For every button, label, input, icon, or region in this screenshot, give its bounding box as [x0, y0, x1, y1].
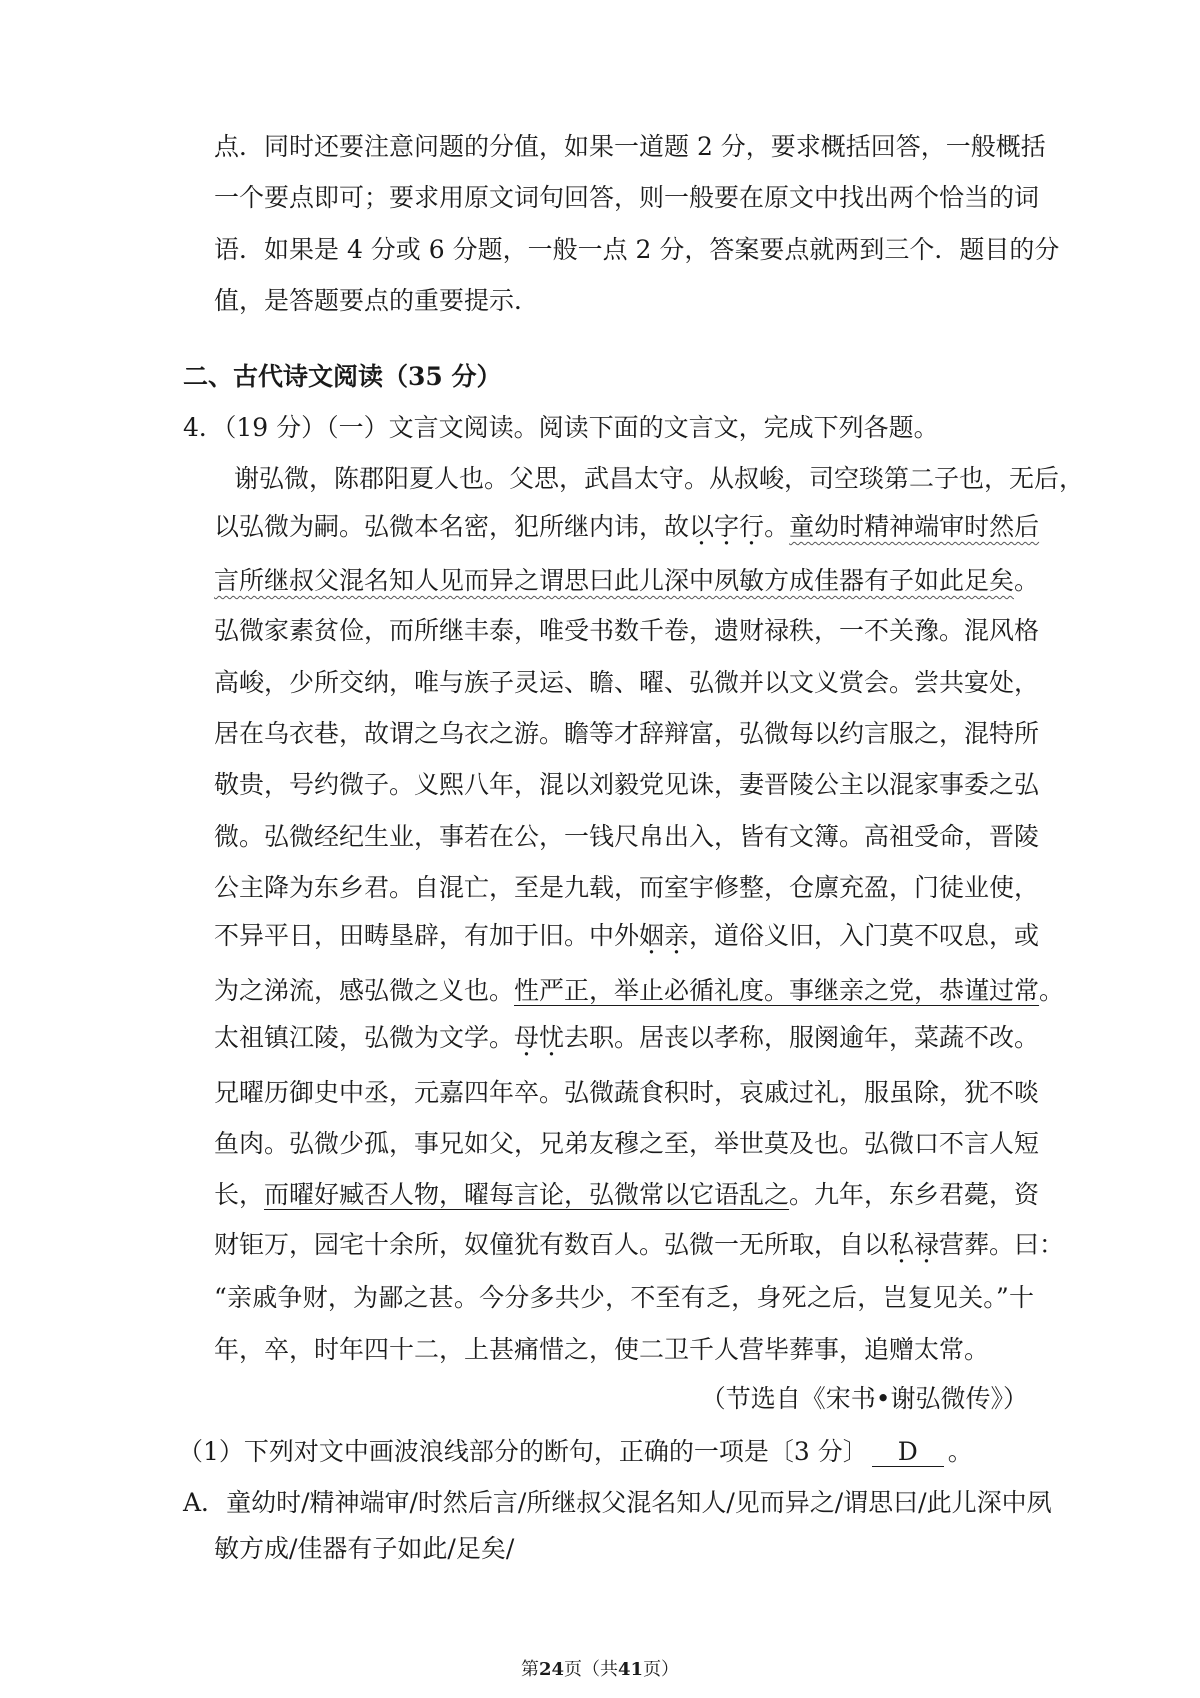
passage-line-5: 高峻，少所交纳，唯与族子灵运、瞻、曜、弘微并以文义赏会。尝共宴处，: [214, 668, 1040, 697]
passage-line-2: [214, 510, 1040, 544]
source-citation: （节选自《宋书•谢弘微传》）: [700, 1384, 1028, 1413]
passage-line-4: 弘微家素贫俭，而所继丰泰，唯受书数千卷，遗财禄秩，一不关豫。混风格: [214, 616, 1040, 645]
option-a-line-1: 童幼时/精神端审/时然后言/所继叔父混名知人/见而异之/谓思曰/此儿深中夙: [226, 1488, 1052, 1517]
section-heading: 二、古代诗文阅读（35 分）: [183, 362, 502, 391]
question-number: 4．: [183, 413, 224, 442]
passage-text: 。九年，东乡君薨，资: [789, 1180, 1040, 1209]
passage-text: 财钜万，园宅十余所，奴僮犹有数百人。弘微一无所取，自以: [214, 1230, 890, 1259]
passage-text: 不异平日，田畴垦辟，有加于旧。中外: [214, 921, 640, 950]
footer-mid: 页（共: [564, 1659, 618, 1680]
passage-text: 去职。居丧以孝称，服阕逾年，菜蔬不改。: [564, 1023, 1040, 1052]
option-a: [183, 1486, 1052, 1520]
passage-text: ，道俗义旧，入门莫不叹息，或: [689, 921, 1040, 950]
passage-line-16: [214, 1228, 1065, 1262]
wavy-underlined-text: 童幼时精神端审时然后: [789, 512, 1040, 541]
passage-line-6: 居在乌衣巷，故谓之乌衣之游。瞻等才辞辩富，弘微每以约言服之，混特所: [214, 719, 1040, 748]
dotted-char: 以: [689, 512, 715, 541]
intro-line-3: 语．如果是 4 分或 6 分题，一般一点 2 分，答案要点就两到三个．题目的分: [214, 235, 1060, 264]
dotted-char: 姻: [639, 921, 665, 950]
dotted-char: 母: [514, 1023, 540, 1052]
passage-text: 长，: [214, 1180, 265, 1209]
passage-line-11: [214, 974, 1065, 1008]
footer-page: 24: [538, 1659, 564, 1680]
passage-text: 。: [1039, 976, 1065, 1005]
question-text: （19 分）（一）文言文阅读。阅读下面的文言文，完成下列各题。: [223, 413, 939, 442]
passage-line-15: [214, 1178, 1040, 1212]
option-label: A．: [183, 1488, 227, 1517]
passage-text: 。: [764, 512, 790, 541]
passage-line-3: [214, 564, 1040, 598]
footer-post: 页）: [643, 1659, 680, 1680]
intro-line-1: 点．同时还要注意问题的分值，如果一道题 2 分，要求概括回答，一般概括: [214, 132, 1046, 161]
sub-question-text: （1）下列对文中画波浪线部分的断句，正确的一项是〔3 分〕: [178, 1437, 868, 1466]
underlined-text: 而曜好臧否人物，曜每言论，弘微常以它语乱之: [264, 1180, 790, 1209]
passage-line-14: 鱼肉。弘微少孤，事兄如父，兄弟友穆之至，举世莫及也。弘微口不言人短: [214, 1129, 1040, 1158]
passage-text: 。: [1014, 566, 1040, 595]
passage-line-9: 公主降为东乡君。自混亡，至是九载，而室宇修整，仓廪充盈，门徒业使，: [214, 873, 1040, 902]
sub-question-1: [178, 1435, 973, 1469]
footer-pre: 第: [520, 1659, 539, 1680]
footer-total: 41: [618, 1659, 644, 1680]
intro-line-4: 值，是答题要点的重要提示．: [214, 286, 540, 315]
underlined-text: 性严正，举止必循礼度。事继亲之党，恭谨过常: [514, 976, 1040, 1005]
option-a-line-2: 敏方成/佳器有子如此/足矣/: [214, 1534, 515, 1563]
intro-line-2: 一个要点即可；要求用原文词句回答，则一般要在原文中找出两个恰当的词: [214, 183, 1040, 212]
passage-line-8: 微。弘微经纪生业，事若在公，一钱尺帛出入，皆有文簿。高祖受命，晋陵: [214, 822, 1040, 851]
passage-text: 营葬。曰：: [939, 1230, 1065, 1259]
passage-line-1: 谢弘微，陈郡阳夏人也。父思，武昌太守。从叔峻，司空琰第二子也，无后，: [234, 464, 1085, 493]
dotted-char: 亲: [664, 921, 690, 950]
passage-text: 为之涕流，感弘微之义也。: [214, 976, 515, 1005]
passage-line-10: [214, 919, 1040, 953]
question-4: [183, 411, 939, 445]
sub-question-suffix: 。: [947, 1437, 973, 1466]
page-footer: [0, 1655, 1200, 1681]
answer-blank: D: [872, 1438, 944, 1467]
passage-line-12: [214, 1021, 1040, 1055]
dotted-char: 私: [889, 1230, 915, 1259]
passage-line-17: “亲戚争财，为鄙之甚。今分多共少，不至有乏，身死之后，岂复见关。”十: [214, 1283, 1034, 1312]
passage-text: 太祖镇江陵，弘微为文学。: [214, 1023, 515, 1052]
passage-line-7: 敬贵，号约微子。义熙八年，混以刘毅党见诛，妻晋陵公主以混家事委之弘: [214, 770, 1040, 799]
passage-text: 以弘微为嗣。弘微本名密，犯所继内讳，故: [214, 512, 690, 541]
dotted-char: 禄: [914, 1230, 940, 1259]
wavy-underlined-text: 言所继叔父混名知人见而异之谓思曰此儿深中夙敏方成佳器有子如此足矣: [214, 566, 1015, 595]
dotted-char: 字: [714, 512, 740, 541]
passage-line-13: 兄曜历御史中丞，元嘉四年卒。弘微蔬食积时，哀戚过礼，服虽除，犹不啖: [214, 1078, 1040, 1107]
dotted-char: 忧: [539, 1023, 565, 1052]
passage-line-18: 年，卒，时年四十二，上甚痛惜之，使二卫千人营毕葬事，追赠太常。: [214, 1335, 990, 1364]
dotted-char: 行: [739, 512, 765, 541]
